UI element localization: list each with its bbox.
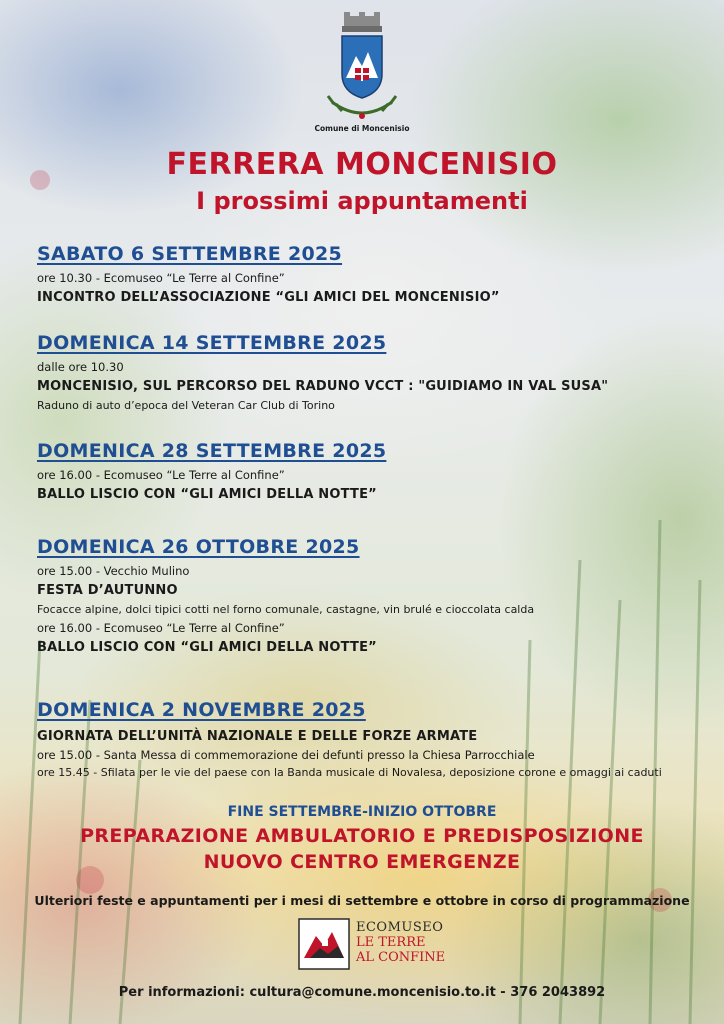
event-date: DOMENICA 2 NOVEMBRE 2025: [37, 699, 366, 721]
comune-label: Comune di Moncenisio: [314, 124, 410, 133]
event-block: [37, 440, 717, 502]
contact-info: Per informazioni: cultura@comune.moncenisio.to.it - 376 2043892: [118, 985, 606, 1000]
event-date: DOMENICA 28 SETTEMBRE 2025: [37, 440, 387, 462]
ecomuseo-logo: [298, 918, 468, 970]
notice-line-1: PREPARAZIONE AMBULATORIO E PREDISPOSIZIONE: [80, 825, 644, 847]
event-date: SABATO 6 SETTEMBRE 2025: [37, 243, 343, 265]
event-description: Raduno di auto d’epoca del Veteran Car Club di Torino: [37, 399, 335, 412]
event-time-second: ore 16.00 - Ecomuseo “Le Terre al Confine”: [37, 621, 285, 635]
ecomuseo-logo-line-2: LE TERRE: [356, 935, 426, 950]
event-headline: INCONTRO DELL’ASSOCIAZIONE “GLI AMICI DEL MONCENISIO”: [37, 290, 500, 305]
event-headline: BALLO LISCIO CON “GLI AMICI DELLA NOTTE”: [37, 487, 377, 502]
event-headline-second: BALLO LISCIO CON “GLI AMICI DELLA NOTTE”: [37, 640, 377, 655]
event-block: [37, 243, 717, 305]
event-headline: GIORNATA DELL’UNITÀ NAZIONALE E DELLE FORZE ARMATE: [37, 729, 478, 744]
ecomuseo-logo-line-1: ECOMUSEO: [356, 920, 444, 935]
notice-line-2: NUOVO CENTRO EMERGENZE: [203, 851, 521, 873]
event-description: Focacce alpine, dolci tipici cotti nel forno comunale, castagne, vin brulé e cioccolata calda: [37, 603, 535, 616]
ecomuseo-logo-icon: [298, 918, 350, 970]
event-headline: MONCENISIO, SUL PERCORSO DEL RADUNO VCCT : "GUIDIAMO IN VAL SUSA": [37, 379, 609, 394]
page-subtitle: I prossimi appuntamenti: [196, 187, 528, 215]
event-block: [37, 332, 717, 412]
ecomuseo-logo-line-3: AL CONFINE: [356, 950, 446, 965]
event-date: DOMENICA 26 OTTOBRE 2025: [37, 536, 360, 558]
municipal-crest-icon: [318, 12, 406, 140]
event-block: [37, 699, 717, 779]
event-headline: FESTA D’AUTUNNO: [37, 583, 178, 598]
event-time: ore 10.30 - Ecomuseo “Le Terre al Confine”: [37, 271, 285, 285]
page-title: FERRERA MONCENISIO: [166, 147, 558, 182]
event-time: ore 15.00 - Santa Messa di commemorazione dei defunti presso la Chiesa Parrocchiale: [37, 748, 535, 762]
event-time: ore 15.00 - Vecchio Mulino: [37, 564, 190, 578]
event-time: ore 16.00 - Ecomuseo “Le Terre al Confine”: [37, 468, 285, 482]
event-time-second: ore 15.45 - Sfilata per le vie del paese con la Banda musicale di Novalesa, deposizione corone e omaggi ai caduti: [37, 766, 662, 779]
event-time: dalle ore 10.30: [37, 360, 124, 374]
more-events-note: Ulteriori feste e appuntamenti per i mesi di settembre e ottobre in corso di programmazione: [34, 893, 690, 908]
event-block: [37, 536, 717, 655]
event-date: DOMENICA 14 SETTEMBRE 2025: [37, 332, 387, 354]
notice-period: FINE SETTEMBRE-INIZIO OTTOBRE: [227, 804, 497, 820]
